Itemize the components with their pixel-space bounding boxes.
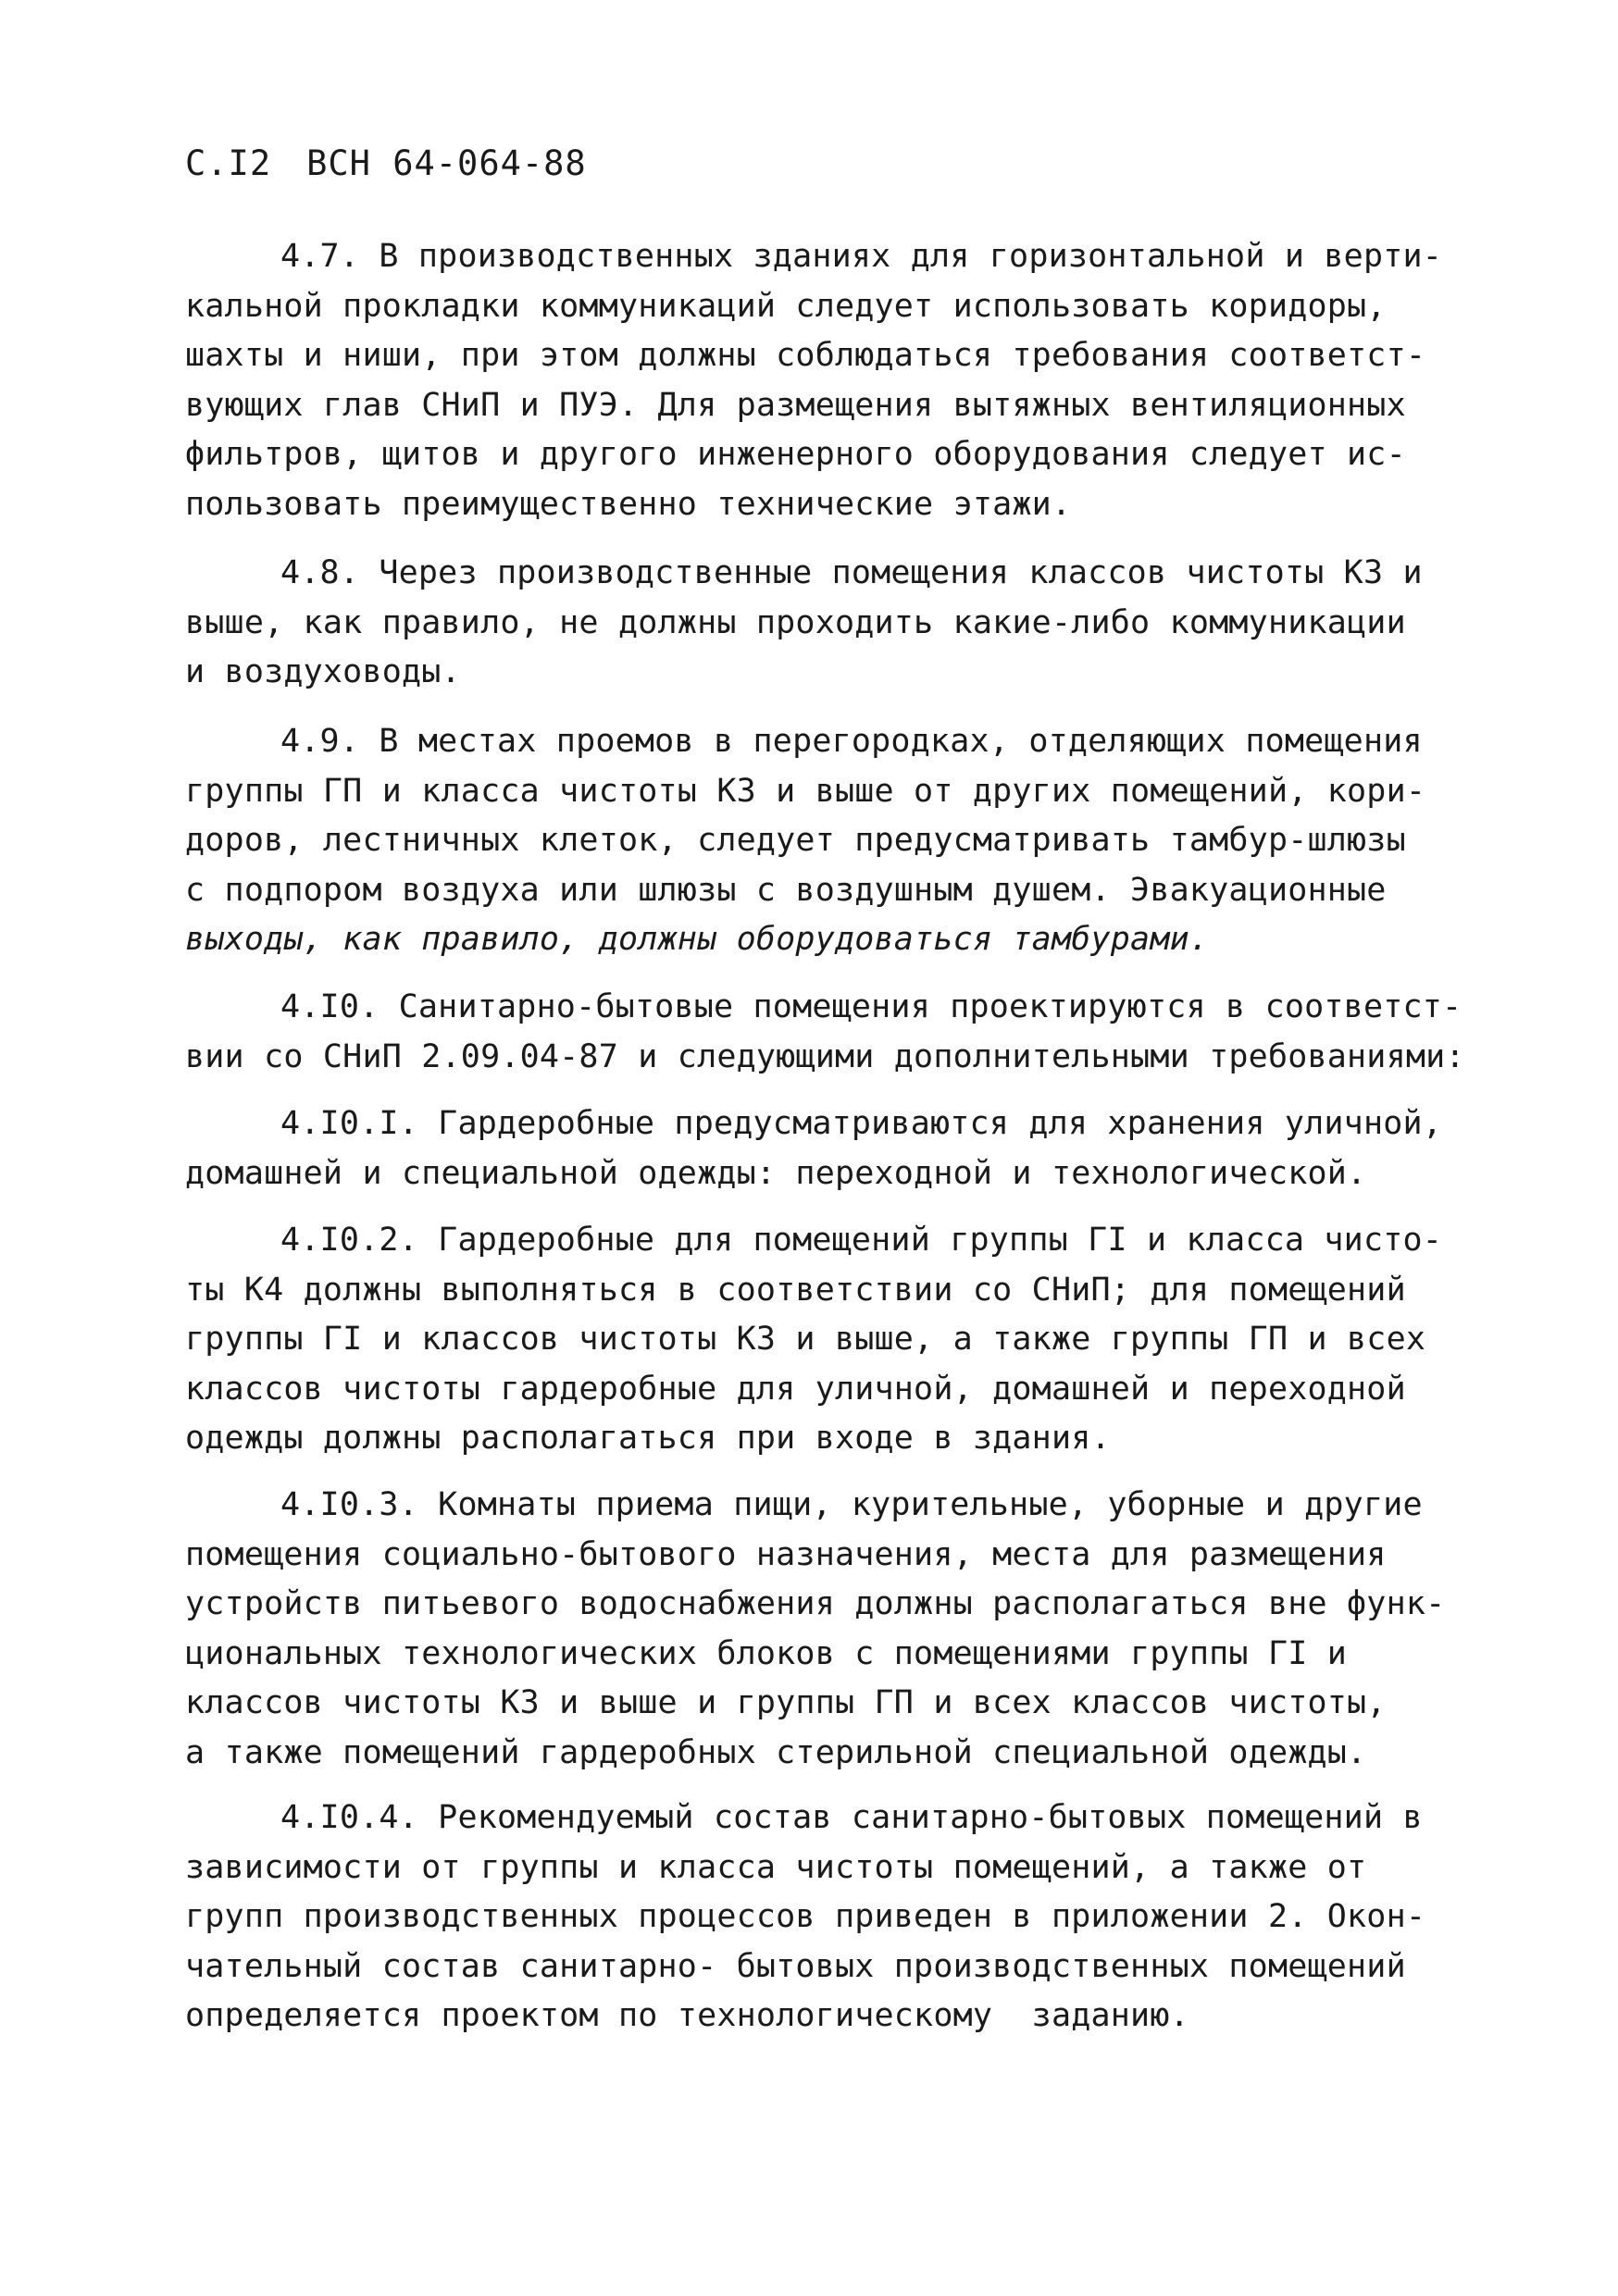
paragraph-line: ты К4 должны выполняться в соответствии со СНиП; для помещений [185,1271,1406,1309]
paragraph-4-10 [185,983,1465,1082]
paragraph-line: определяется проектом по технологическому заданию. [185,1997,1189,2034]
paragraph-line: домашней и специальной одежды: переходной и технологической. [185,1154,1367,1192]
page-header [185,143,587,183]
document-code: ВСН 64-064-88 [306,143,587,183]
paragraph-line: вии со СНиП 2.09.04-87 и следующими дополнительными требованиями: [185,1037,1465,1075]
paragraph-line: зависимости от группы и класса чистоты помещений, а также от [185,1848,1367,1886]
paragraph-4-10-4 [185,1793,1462,2042]
paragraph-line: чательный состав санитарно- бытовых производственных помещений [185,1947,1406,1985]
paragraph-line: группы ГП и класса чистоты К3 и выше от других помещений, кори- [185,772,1426,810]
paragraph-line: фильтров, щитов и другого инженерного оборудования следует ис- [185,436,1406,473]
paragraph-line: устройств питьевого водоснабжения должны располагаться вне функ- [185,1585,1446,1622]
paragraph-line: доров, лестничных клеток, следует предусматривать тамбур-шлюзы [185,822,1406,859]
paragraph-line: 4.9. В местах проемов в перегородках, отделяющих помещения [280,723,1423,760]
page-number: С.I2 [185,143,272,183]
paragraph-line: вующих глав СНиП и ПУЭ. Для размещения вытяжных вентиляционных [185,386,1406,424]
paragraph-4-10-2 [185,1216,1462,1464]
paragraph-line: 4.I0.3. Комнаты приема пищи, курительные, уборные и другие [280,1486,1423,1523]
paragraph-line: 4.8. Через производственные помещения классов чистоты К3 и [280,554,1423,591]
paragraph-line: группы ГI и классов чистоты К3 и выше, а также группы ГП и всех [185,1321,1426,1358]
paragraph-line: 4.I0.I. Гардеробные предусматриваются для хранения уличной, [280,1105,1443,1142]
paragraph-4-7 [185,232,1462,529]
paragraph-line: одежды должны располагаться при входе в здания. [185,1420,1111,1457]
paragraph-line: и воздуховоды. [185,653,461,690]
paragraph-line: 4.I0.4. Рекомендуемый состав санитарно-бытовых помещений в [280,1799,1423,1836]
paragraph-line: выходы, как правило, должны оборудоваться тамбурами. [185,921,1210,958]
paragraph-line: групп производственных процессов приведен в приложении 2. Окон- [185,1898,1426,1935]
paragraph-line: 4.I0. Санитарно-бытовые помещения проектируются в соответст- [280,988,1462,1025]
paragraph-line: классов чистоты гардеробные для уличной, домашней и переходной [185,1370,1406,1408]
paragraph-line: пользовать преимущественно технические этажи. [185,485,1072,523]
paragraph-4-10-3 [185,1481,1462,1778]
paragraph-line: кальной прокладки коммуникаций следует использовать коридоры, [185,287,1387,325]
paragraph-line: 4.I0.2. Гардеробные для помещений группы ГI и класса чисто- [280,1222,1443,1259]
paragraph-line: с подпором воздуха или шлюзы с воздушным душем. Эвакуационные [185,871,1387,909]
paragraph-line: помещения социально-бытового назначения, места для размещения [185,1535,1387,1573]
paragraph-4-8 [185,549,1462,698]
paragraph-line: классов чистоты К3 и выше и группы ГП и всех классов чистоты, [185,1684,1387,1721]
paragraph-line: шахты и ниши, при этом должны соблюдаться требования соответст- [185,337,1426,374]
paragraph-4-10-1 [185,1099,1462,1198]
paragraph-line: а также помещений гардеробных стерильной специальной одежды. [185,1733,1367,1771]
paragraph-line: 4.7. В производственных зданиях для горизонтальной и верти- [280,238,1443,275]
paragraph-line: циональных технологических блоков с помещениями группы ГI и [185,1634,1348,1672]
paragraph-line: выше, как правило, не должны проходить какие-либо коммуникации [185,603,1406,641]
paragraph-4-9 [185,717,1462,965]
